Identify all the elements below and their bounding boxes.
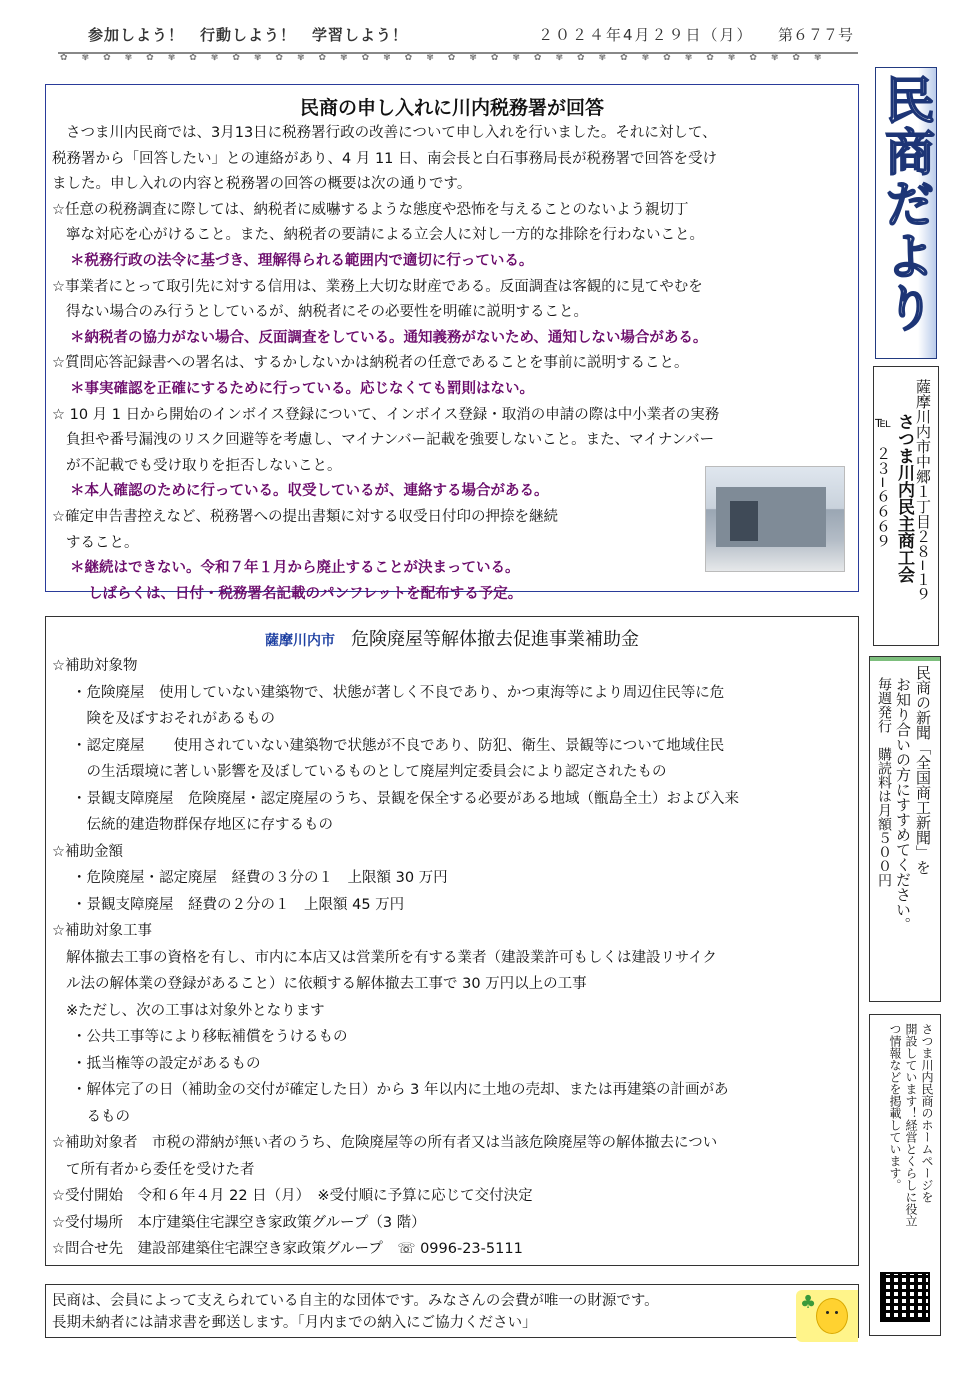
subsidy-line: ・解体完了の日（補助金の交付が確定した日）から 3 年以内に土地の売却、または再建築の計画があ [72,1082,729,1098]
subsidy-line: ・景観支障廃屋 経費の２分の１ 上限額 45 万円 [72,896,405,913]
homepage-line: さつま川内民商のホームページを [920,1023,934,1203]
masthead-title-box [875,67,937,359]
subsidy-line: ☆問合せ先 建設部建築住宅課空き家政策グループ ☏ 0996-23-5111 [52,1241,523,1257]
masthead-title: 民商だより [877,74,935,334]
article-title [46,625,858,651]
notice-line: 民商は、会員によって支えられている自主的な団体です。みなさんの会費が唯一の財源です。 [52,1293,659,1309]
article-title: 民商の申し入れに川内税務署が回答 [299,97,604,119]
eye-shape [826,1311,829,1314]
org-name: さつま川内民主商工会 [894,413,914,583]
promo-line: お知り合いの方にすすめてください。 [894,677,912,932]
subsidy-line: ・認定廃屋 使用されていない建築物で状態が不良であり、防犯、衛生、景観等について地域住民 [72,737,725,754]
request-line: 得ない場合のみ行うとしているが、納税者にその必要性を明確に説明すること。 [66,304,588,321]
chick-mascot-icon [816,1298,848,1334]
request-line: ☆任意の税務調査に際しては、納税者に威嚇するような態度や恐怖を与えることのないよう親切丁 [52,201,689,218]
tax-office-photo [705,466,845,572]
request-line: すること。 [66,534,139,551]
subsidy-title: 危険廃屋等解体撤去促進事業補助金 [351,629,639,650]
membership-notice [45,1284,859,1338]
request-line: 寧な対応を心がけること。また、納税者の要請による立会人に対し一方的な排除を行わないこと。 [66,227,704,244]
subsidy-line: ・抵当権等の設定があるもの [72,1055,261,1072]
subsidy-line: ル法の解体業の登録があること）に依頼する解体撤去工事で 30 万円以上の工事 [66,976,587,992]
office-address-box [873,366,939,646]
intro-line: ました。申し入れの内容と税務署の回答の概要は次の通りです。 [52,176,472,193]
subsidy-line: ☆受付開始 令和６年４月 22 日（月） ※受付順に予算に応じて交付決定 [52,1188,533,1204]
address-text: 薩摩川内市中郷１丁目２８−１９ [914,379,932,602]
subsidy-article [45,616,859,1266]
entrance-shape [730,501,758,541]
subsidy-line: ※ただし、次の工事は対象外となります [66,1002,325,1019]
answer-line: ＊本人確認のために行っている。収受しているが、連絡する場合がある。 [70,483,549,500]
subsidy-line: ☆補助対象工事 [52,923,152,939]
issue-number: 第６７７号 [778,26,854,44]
subsidy-line: ・危険廃屋 使用していない建築物で、状態が著しく不良であり、かつ東海等により周辺住民等に危 [72,684,725,701]
request-line: ☆確定申告書控えなど、税務署への提出書類に対する収受日付印の押捺を継続 [52,508,558,525]
request-line: ☆質問応答記録書への署名は、するかしないかは納税者の任意であることを事前に説明すること。 [52,355,689,372]
intro-line: さつま川内民商では、3月13日に税務署行政の改善について申し入れを行いました。それに対して、 [66,125,717,141]
subsidy-line: て所有者から委任を受けた者 [66,1161,255,1178]
answer-line: ＊税務行政の法令に基づき、理解得られる範囲内で適切に行っている。 [70,252,534,269]
promo-line: 毎週発行 購読料は月額５００円 [876,677,892,887]
request-line: 負担や番号漏洩のリスク回避等を考慮し、マイナンバー記載を強要しないこと。また、マイナンバー [66,432,715,449]
homepage-line: つ情報などを掲載しています。 [888,1023,902,1191]
clover-icon: ♣ [800,1292,817,1313]
eye-shape [835,1311,838,1314]
notice-line: 長期未納者には請求書を郵送します。「月内までの納入にご協力ください」 [52,1315,537,1331]
answer-line: ＊事実確認を正確にするために行っている。応じなくても罰則はない。 [70,380,534,397]
subsidy-line: 伝統的建造物群保存地区に存するもの [72,817,333,833]
subsidy-line: 解体撤去工事の資格を有し、市内に本店又は営業所を有する業者（建設業許可もしくは建設リサイク [66,949,717,966]
subsidy-line: るもの [72,1108,130,1125]
intro-line: 税務署から「回答したい」との連絡があり、4 月 11 日、南会長と白石事務局長が税務署で回答を受け [52,150,717,167]
issue-date: ２０２４年4月２９日（月） [538,26,754,44]
subsidy-line: ・景観支障廃屋 危険廃屋・認定廃屋のうち、景観を保全する必要がある地域（甑島全土）および入来 [72,790,739,807]
request-line: が不記載でも受け取りを拒否しないこと。 [66,457,342,474]
request-line: ☆事業者にとって取引先に対する信用は、業務上大切な財産である。反面調査は客観的に見てやむを [52,278,703,295]
promo-line: 民商の新聞「全国商工新聞」を [914,665,932,875]
subsidy-line: の生活環境に著しい影響を及ぼしているものとして廃屋判定委員会により認定されたもの [72,764,667,780]
subsidy-line: ・危険廃屋・認定廃屋 経費の３分の１ 上限額 30 万円 [72,870,448,886]
homepage-line: 開設しています！経営とくらしに役立 [904,1023,918,1227]
answer-line: ＊継続はできない。令和７年１月から廃止することが決まっている。 [70,560,520,577]
article-body [52,653,852,1263]
subsidy-line: ☆補助対象物 [52,658,138,674]
subsidy-line: ・公共工事等により移転補償をうけるもの [72,1029,348,1045]
accent-bar [870,657,940,661]
subsidy-line: ☆補助金額 [52,843,123,860]
flower-border-decoration: ✿✾✿✾✿✾✿✾✿✾✿✾✿✾✿✾✿✾✿✾✿✾✿✾✿✾✿✾✿✾✿✾✿✾✿✾ [60,53,836,63]
subsidy-line: 険を及ぼすおそれがあるもの [72,711,275,727]
subsidy-line: ☆補助対象者 市税の滞納が無い者のうち、危険廃屋等の所有者又は当該危険廃屋等の解体撤去につい [52,1135,718,1151]
request-line: ☆ 10 月 1 日から開始のインボイス登録について、インボイス登録・取消の申請の際は中小業者の実務 [52,406,720,423]
qr-code-icon[interactable] [880,1272,930,1322]
city-label: 薩摩川内市 [265,633,335,649]
newspaper-promo-box [869,656,941,1002]
answer-line: ＊納税者の協力がない場合、反面調査をしている。通知義務がないため、通知しない場合がある。 [70,329,708,346]
answer-line: しばらくは、日付・税務署名記載のパンフレットを配布する予定。 [88,585,523,602]
subsidy-line: ☆受付場所 本庁建築住宅課空き家政策グループ（3 階） [52,1214,426,1231]
phone-number: ℡ ２３−６６６９ [874,413,892,549]
header-slogan: 参加しよう！ 行動しよう！ 学習しよう！ [88,26,409,44]
